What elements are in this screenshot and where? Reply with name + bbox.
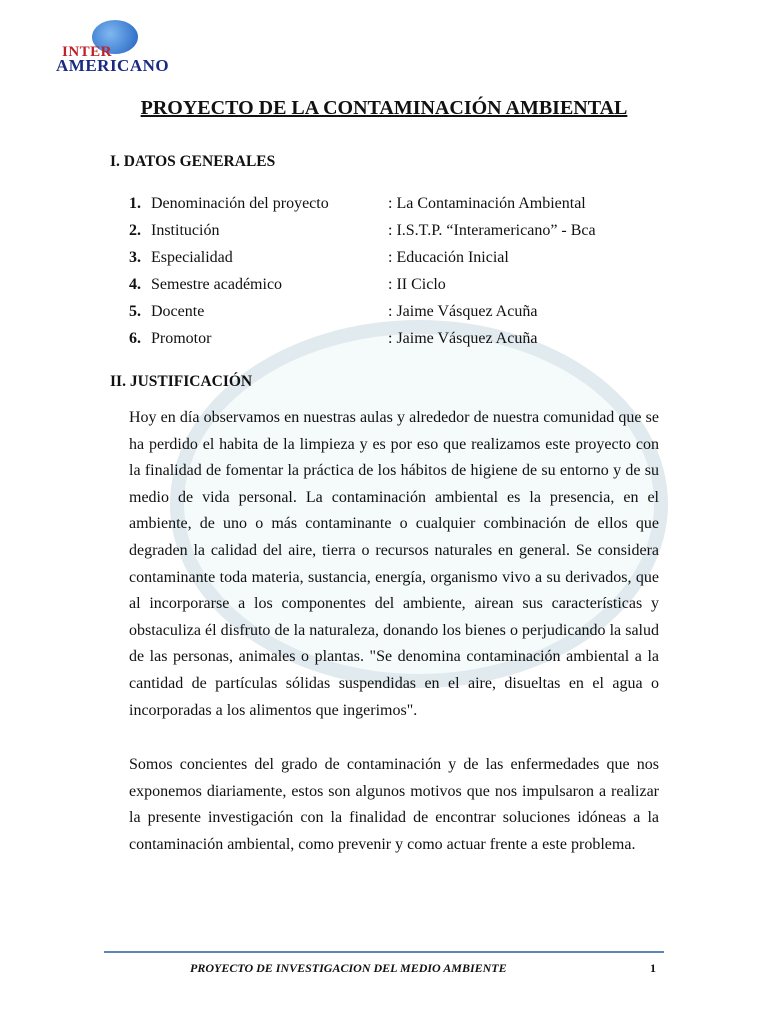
row-value: : I.S.T.P. “Interamericano” - Bca <box>388 222 596 239</box>
row-label: Semestre académico <box>151 276 283 293</box>
page-title: PROYECTO DE LA CONTAMINACIÓN AMBIENTAL <box>140 97 628 119</box>
row-value: : Jaime Vásquez Acuña <box>388 303 538 320</box>
section-heading-justificacion: II. JUSTIFICACIÓN <box>110 373 253 390</box>
row-number: 1. <box>129 195 141 212</box>
datos-row <box>129 222 596 240</box>
datos-row <box>129 303 538 321</box>
row-number: 3. <box>129 249 141 266</box>
paragraph: Hoy en día observamos en nuestras aulas y alrededor de nuestra comunidad que se ha perdido el habita de la limpieza y es por eso que realizamos este proyecto con la finalidad de fomentar la práctica de los hábitos de higiene de su entorno y de su medio de vida personal. La contaminación ambiental es la presencia, en el ambiente, de uno o más contaminante o cualquier combinación de ellos que degraden la calidad del aire, tierra o recursos naturales en general. Se considera contaminante toda materia, sustancia, energía, organismo vivo a su derivados, que al incorporarse a los componentes del ambiente, airean sus características y obstaculiza él disfruto de la naturaleza, donando los bienes o perjudicando la salud de las personas, animales o plantas. "Se denomina contaminación ambiental a la cantidad de partículas sólidas suspendidas en el aire, disueltas en el agua o incorporadas a los alimentos que ingerimos". <box>129 409 659 719</box>
row-value: : La Contaminación Ambiental <box>388 195 586 212</box>
row-number: 4. <box>129 276 141 293</box>
datos-row <box>129 195 586 213</box>
datos-row <box>129 249 509 267</box>
paragraph: Somos concientes del grado de contaminación y de las enfermedades que nos exponemos diariamente, estos son algunos motivos que nos impulsaron a realizar la presente investigación con la finalidad de encontrar soluciones idóneas a la contaminación ambiental, como prevenir y como actuar frente a este problema. <box>129 756 659 853</box>
row-number: 6. <box>129 330 141 347</box>
row-value: : Educación Inicial <box>388 249 509 266</box>
datos-row <box>129 330 538 348</box>
row-label: Docente <box>151 303 205 320</box>
logo-line2: AMERICANO <box>56 56 170 75</box>
row-label: Denominación del proyecto <box>151 195 329 212</box>
row-number: 2. <box>129 222 141 239</box>
page-number: 1 <box>650 961 656 975</box>
row-label: Especialidad <box>151 249 233 266</box>
logo-line1: INTER <box>62 44 113 60</box>
section-heading-datos: I. DATOS GENERALES <box>110 153 276 170</box>
footer-text: PROYECTO DE INVESTIGACION DEL MEDIO AMBIENTE <box>190 961 507 975</box>
datos-row <box>129 276 446 294</box>
row-value: : Jaime Vásquez Acuña <box>388 330 538 347</box>
footer-divider <box>104 951 664 953</box>
logo <box>50 18 170 78</box>
row-label: Promotor <box>151 330 212 347</box>
row-number: 5. <box>129 303 141 320</box>
row-label: Institución <box>151 222 220 239</box>
row-value: : II Ciclo <box>388 276 446 293</box>
